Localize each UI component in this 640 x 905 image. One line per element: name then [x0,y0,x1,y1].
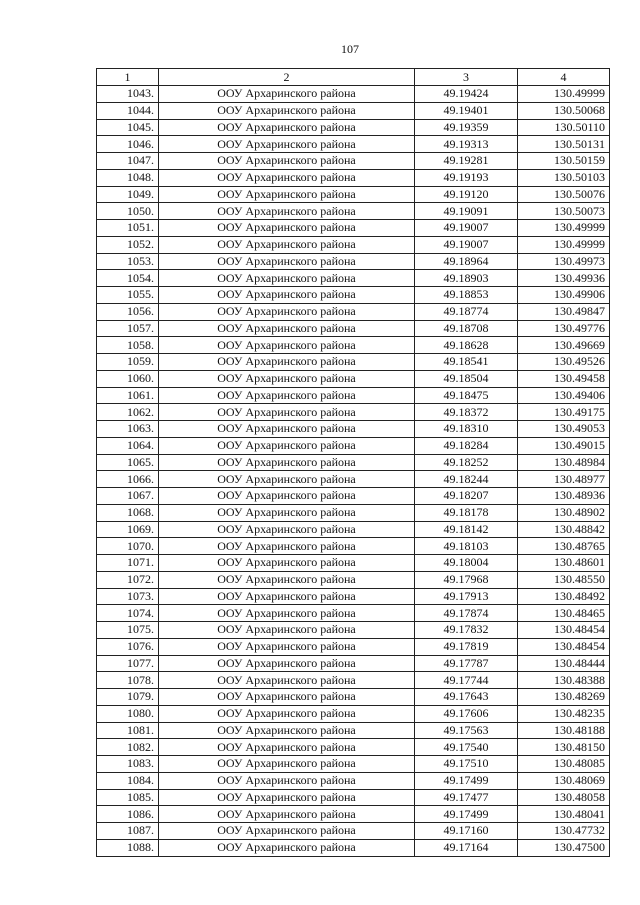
organization-name-cell: ООУ Архаринского района [159,521,415,538]
table-row [97,421,610,438]
table-row [97,387,610,404]
latitude-cell: 49.18178 [415,504,518,521]
organization-name-cell: ООУ Архаринского района [159,504,415,521]
row-number-cell: 1070. [97,538,159,555]
organization-name-cell: ООУ Архаринского района [159,102,415,119]
row-number-cell: 1061. [97,387,159,404]
organization-name-cell: ООУ Архаринского района [159,404,415,421]
latitude-cell: 49.18903 [415,270,518,287]
table-row [97,655,610,672]
table-row [97,588,610,605]
longitude-cell: 130.48150 [518,739,610,756]
organization-name-cell: ООУ Архаринского района [159,622,415,639]
table-row [97,521,610,538]
table-header-row [97,69,610,86]
row-number-cell: 1062. [97,404,159,421]
table-row [97,605,610,622]
longitude-cell: 130.48069 [518,772,610,789]
latitude-cell: 49.19401 [415,102,518,119]
longitude-cell: 130.48977 [518,471,610,488]
table-row [97,136,610,153]
latitude-cell: 49.17160 [415,823,518,840]
latitude-cell: 49.17832 [415,622,518,639]
row-number-cell: 1053. [97,253,159,270]
latitude-cell: 49.18504 [415,370,518,387]
latitude-cell: 49.17819 [415,638,518,655]
organization-name-cell: ООУ Архаринского района [159,153,415,170]
table-row [97,722,610,739]
organization-name-cell: ООУ Архаринского района [159,337,415,354]
organization-name-cell: ООУ Архаринского района [159,169,415,186]
column-header: 2 [159,69,415,86]
latitude-cell: 49.17477 [415,789,518,806]
organization-name-cell: ООУ Архаринского района [159,136,415,153]
table-row [97,186,610,203]
row-number-cell: 1058. [97,337,159,354]
organization-name-cell: ООУ Архаринского района [159,839,415,856]
latitude-cell: 49.17643 [415,689,518,706]
longitude-cell: 130.50159 [518,153,610,170]
longitude-cell: 130.48842 [518,521,610,538]
row-number-cell: 1079. [97,689,159,706]
row-number-cell: 1078. [97,672,159,689]
longitude-cell: 130.48936 [518,488,610,505]
longitude-cell: 130.48235 [518,705,610,722]
organization-name-cell: ООУ Архаринского района [159,538,415,555]
latitude-cell: 49.18103 [415,538,518,555]
longitude-cell: 130.50110 [518,119,610,136]
latitude-cell: 49.18142 [415,521,518,538]
table-row [97,169,610,186]
row-number-cell: 1087. [97,823,159,840]
table-row [97,437,610,454]
longitude-cell: 130.49999 [518,86,610,103]
latitude-cell: 49.17874 [415,605,518,622]
coordinates-table [96,68,610,857]
latitude-cell: 49.18853 [415,287,518,304]
organization-name-cell: ООУ Архаринского района [159,454,415,471]
organization-name-cell: ООУ Архаринского района [159,370,415,387]
longitude-cell: 130.49936 [518,270,610,287]
table-row [97,220,610,237]
latitude-cell: 49.17164 [415,839,518,856]
table-row [97,454,610,471]
row-number-cell: 1057. [97,320,159,337]
latitude-cell: 49.18004 [415,555,518,572]
longitude-cell: 130.49999 [518,236,610,253]
table-row [97,504,610,521]
latitude-cell: 49.17510 [415,756,518,773]
row-number-cell: 1082. [97,739,159,756]
latitude-cell: 49.17787 [415,655,518,672]
row-number-cell: 1072. [97,571,159,588]
latitude-cell: 49.19120 [415,186,518,203]
latitude-cell: 49.17744 [415,672,518,689]
longitude-cell: 130.50131 [518,136,610,153]
longitude-cell: 130.49999 [518,220,610,237]
latitude-cell: 49.18372 [415,404,518,421]
column-header: 1 [97,69,159,86]
table-row [97,672,610,689]
table-row [97,119,610,136]
table-row [97,303,610,320]
organization-name-cell: ООУ Архаринского района [159,739,415,756]
longitude-cell: 130.49973 [518,253,610,270]
longitude-cell: 130.48765 [518,538,610,555]
latitude-cell: 49.18628 [415,337,518,354]
longitude-cell: 130.49669 [518,337,610,354]
organization-name-cell: ООУ Архаринского района [159,705,415,722]
longitude-cell: 130.47732 [518,823,610,840]
latitude-cell: 49.17606 [415,705,518,722]
table-row [97,471,610,488]
longitude-cell: 130.49526 [518,354,610,371]
longitude-cell: 130.49175 [518,404,610,421]
organization-name-cell: ООУ Архаринского района [159,86,415,103]
longitude-cell: 130.48444 [518,655,610,672]
row-number-cell: 1051. [97,220,159,237]
longitude-cell: 130.48058 [518,789,610,806]
organization-name-cell: ООУ Архаринского района [159,437,415,454]
organization-name-cell: ООУ Архаринского района [159,186,415,203]
latitude-cell: 49.17499 [415,806,518,823]
row-number-cell: 1044. [97,102,159,119]
row-number-cell: 1066. [97,471,159,488]
organization-name-cell: ООУ Архаринского района [159,354,415,371]
organization-name-cell: ООУ Архаринского района [159,772,415,789]
row-number-cell: 1065. [97,454,159,471]
organization-name-cell: ООУ Архаринского района [159,571,415,588]
longitude-cell: 130.48550 [518,571,610,588]
row-number-cell: 1068. [97,504,159,521]
table-row [97,705,610,722]
organization-name-cell: ООУ Архаринского района [159,387,415,404]
table-row [97,270,610,287]
table-row [97,102,610,119]
table-row [97,354,610,371]
row-number-cell: 1088. [97,839,159,856]
row-number-cell: 1054. [97,270,159,287]
organization-name-cell: ООУ Архаринского района [159,722,415,739]
latitude-cell: 49.17499 [415,772,518,789]
page-number: 107 [341,42,359,56]
table-row [97,236,610,253]
organization-name-cell: ООУ Архаринского района [159,555,415,572]
longitude-cell: 130.49847 [518,303,610,320]
latitude-cell: 49.17913 [415,588,518,605]
latitude-cell: 49.18541 [415,354,518,371]
row-number-cell: 1052. [97,236,159,253]
table-row [97,739,610,756]
latitude-cell: 49.19007 [415,220,518,237]
latitude-cell: 49.19193 [415,169,518,186]
table-row [97,622,610,639]
table-row [97,555,610,572]
table-row [97,287,610,304]
organization-name-cell: ООУ Архаринского района [159,806,415,823]
row-number-cell: 1048. [97,169,159,186]
table-row [97,488,610,505]
longitude-cell: 130.48902 [518,504,610,521]
table-row [97,823,610,840]
organization-name-cell: ООУ Архаринского района [159,119,415,136]
row-number-cell: 1047. [97,153,159,170]
longitude-cell: 130.48269 [518,689,610,706]
row-number-cell: 1049. [97,186,159,203]
organization-name-cell: ООУ Архаринского района [159,672,415,689]
row-number-cell: 1083. [97,756,159,773]
longitude-cell: 130.48188 [518,722,610,739]
longitude-cell: 130.50073 [518,203,610,220]
organization-name-cell: ООУ Архаринского района [159,638,415,655]
table-row [97,538,610,555]
table-row [97,337,610,354]
column-header: 3 [415,69,518,86]
organization-name-cell: ООУ Архаринского района [159,303,415,320]
latitude-cell: 49.17540 [415,739,518,756]
row-number-cell: 1064. [97,437,159,454]
table-row [97,638,610,655]
row-number-cell: 1060. [97,370,159,387]
latitude-cell: 49.18244 [415,471,518,488]
organization-name-cell: ООУ Архаринского района [159,789,415,806]
longitude-cell: 130.48454 [518,622,610,639]
table-row [97,689,610,706]
latitude-cell: 49.19359 [415,119,518,136]
row-number-cell: 1084. [97,772,159,789]
longitude-cell: 130.49406 [518,387,610,404]
organization-name-cell: ООУ Архаринского района [159,287,415,304]
table-row [97,756,610,773]
organization-name-cell: ООУ Архаринского района [159,203,415,220]
longitude-cell: 130.48601 [518,555,610,572]
table-row [97,320,610,337]
latitude-cell: 49.19281 [415,153,518,170]
organization-name-cell: ООУ Архаринского района [159,488,415,505]
organization-name-cell: ООУ Архаринского района [159,220,415,237]
latitude-cell: 49.17968 [415,571,518,588]
latitude-cell: 49.17563 [415,722,518,739]
organization-name-cell: ООУ Архаринского района [159,588,415,605]
longitude-cell: 130.48465 [518,605,610,622]
organization-name-cell: ООУ Архаринского района [159,605,415,622]
latitude-cell: 49.18475 [415,387,518,404]
table-row [97,370,610,387]
longitude-cell: 130.50068 [518,102,610,119]
row-number-cell: 1043. [97,86,159,103]
row-number-cell: 1077. [97,655,159,672]
row-number-cell: 1063. [97,421,159,438]
longitude-cell: 130.49906 [518,287,610,304]
latitude-cell: 49.18774 [415,303,518,320]
longitude-cell: 130.49458 [518,370,610,387]
table-row [97,404,610,421]
latitude-cell: 49.19007 [415,236,518,253]
row-number-cell: 1076. [97,638,159,655]
table-row [97,789,610,806]
organization-name-cell: ООУ Архаринского района [159,471,415,488]
table-body [97,86,610,857]
longitude-cell: 130.48454 [518,638,610,655]
table-row [97,153,610,170]
longitude-cell: 130.49053 [518,421,610,438]
row-number-cell: 1086. [97,806,159,823]
row-number-cell: 1075. [97,622,159,639]
table-row [97,203,610,220]
organization-name-cell: ООУ Архаринского района [159,655,415,672]
row-number-cell: 1050. [97,203,159,220]
longitude-cell: 130.48984 [518,454,610,471]
organization-name-cell: ООУ Архаринского района [159,320,415,337]
longitude-cell: 130.48085 [518,756,610,773]
longitude-cell: 130.49015 [518,437,610,454]
latitude-cell: 49.18252 [415,454,518,471]
longitude-cell: 130.48041 [518,806,610,823]
table-row [97,772,610,789]
longitude-cell: 130.48388 [518,672,610,689]
latitude-cell: 49.18310 [415,421,518,438]
row-number-cell: 1085. [97,789,159,806]
row-number-cell: 1059. [97,354,159,371]
longitude-cell: 130.47500 [518,839,610,856]
row-number-cell: 1071. [97,555,159,572]
table-row [97,571,610,588]
longitude-cell: 130.49776 [518,320,610,337]
table-row [97,253,610,270]
column-header: 4 [518,69,610,86]
row-number-cell: 1080. [97,705,159,722]
latitude-cell: 49.19313 [415,136,518,153]
longitude-cell: 130.50076 [518,186,610,203]
latitude-cell: 49.18964 [415,253,518,270]
row-number-cell: 1074. [97,605,159,622]
row-number-cell: 1081. [97,722,159,739]
row-number-cell: 1073. [97,588,159,605]
row-number-cell: 1055. [97,287,159,304]
latitude-cell: 49.19424 [415,86,518,103]
longitude-cell: 130.48492 [518,588,610,605]
row-number-cell: 1045. [97,119,159,136]
organization-name-cell: ООУ Архаринского района [159,421,415,438]
organization-name-cell: ООУ Архаринского района [159,270,415,287]
row-number-cell: 1069. [97,521,159,538]
organization-name-cell: ООУ Архаринского района [159,689,415,706]
organization-name-cell: ООУ Архаринского района [159,756,415,773]
table-row [97,86,610,103]
latitude-cell: 49.18207 [415,488,518,505]
organization-name-cell: ООУ Архаринского района [159,236,415,253]
latitude-cell: 49.19091 [415,203,518,220]
table-row [97,806,610,823]
latitude-cell: 49.18284 [415,437,518,454]
organization-name-cell: ООУ Архаринского района [159,823,415,840]
longitude-cell: 130.50103 [518,169,610,186]
table-row [97,839,610,856]
organization-name-cell: ООУ Архаринского района [159,253,415,270]
latitude-cell: 49.18708 [415,320,518,337]
row-number-cell: 1056. [97,303,159,320]
row-number-cell: 1046. [97,136,159,153]
row-number-cell: 1067. [97,488,159,505]
